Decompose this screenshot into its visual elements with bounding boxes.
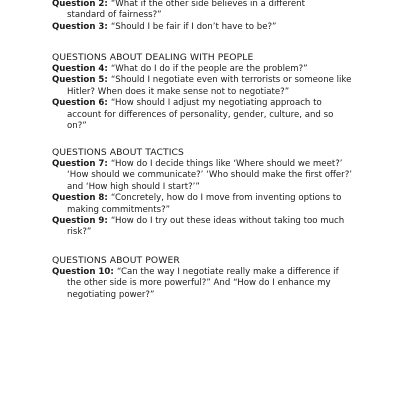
question-label: Question 8: (52, 193, 111, 204)
question-6 (52, 98, 352, 132)
question-7 (52, 159, 352, 193)
question-8 (52, 193, 352, 216)
section-heading: QUESTIONS ABOUT DEALING WITH PEOPLE (52, 52, 254, 63)
question-5 (52, 75, 352, 98)
question-text: “Should I negotiate even with terrorists or someone like Hitler? When does it make sense not to negotiate?” (67, 75, 352, 97)
question-label: Question 5: (52, 75, 111, 86)
question-label: Question 9: (52, 216, 111, 227)
question-text: “How do I try out these ideas without taking too much risk?” (67, 216, 345, 238)
question-label: Question 3: (52, 21, 111, 32)
section-dealing-with-people (52, 52, 352, 132)
question-label: Question 7: (52, 159, 111, 169)
question-text: “How should I adjust my negotiating approach to account for differences of personality, gender, culture, and so on?” (67, 98, 334, 132)
section-heading: QUESTIONS ABOUT TACTICS (52, 147, 184, 158)
section-power (52, 255, 352, 301)
question-label: Question 6: (52, 98, 111, 109)
section-heading: QUESTIONS ABOUT POWER (52, 255, 180, 266)
question-label: Question 2: (52, 0, 111, 9)
section-tactics (52, 147, 352, 239)
question-2-continued (52, 10, 352, 21)
question-text: “What if the other side believes in a different (110, 0, 306, 9)
question-9 (52, 216, 352, 239)
question-text: “Can the way I negotiate really make a difference if the other side is more powerful?” And “How do I enhance my negotiating power?” (67, 267, 339, 300)
question-3 (52, 22, 352, 33)
question-text: “Should I be fair if I don’t have to be?” (110, 21, 277, 32)
question-text: “What do I do if the people are the problem?” (110, 64, 308, 74)
question-2 (52, 0, 352, 10)
question-10 (52, 267, 352, 301)
question-text: standard of fairness?” (67, 10, 162, 21)
question-text: “Concretely, how do I move from inventing options to making commitments?” (67, 193, 342, 215)
question-text: “How do I decide things like ‘Where should we meet?’ ‘How should we communicate?’ ‘Who should make the first offer?’ and ‘How high should I start?’” (67, 159, 352, 192)
question-label: Question 10: (52, 267, 117, 277)
question-4 (52, 64, 352, 75)
question-label: Question 4: (52, 64, 111, 74)
section-fairness-continued (52, 0, 352, 33)
